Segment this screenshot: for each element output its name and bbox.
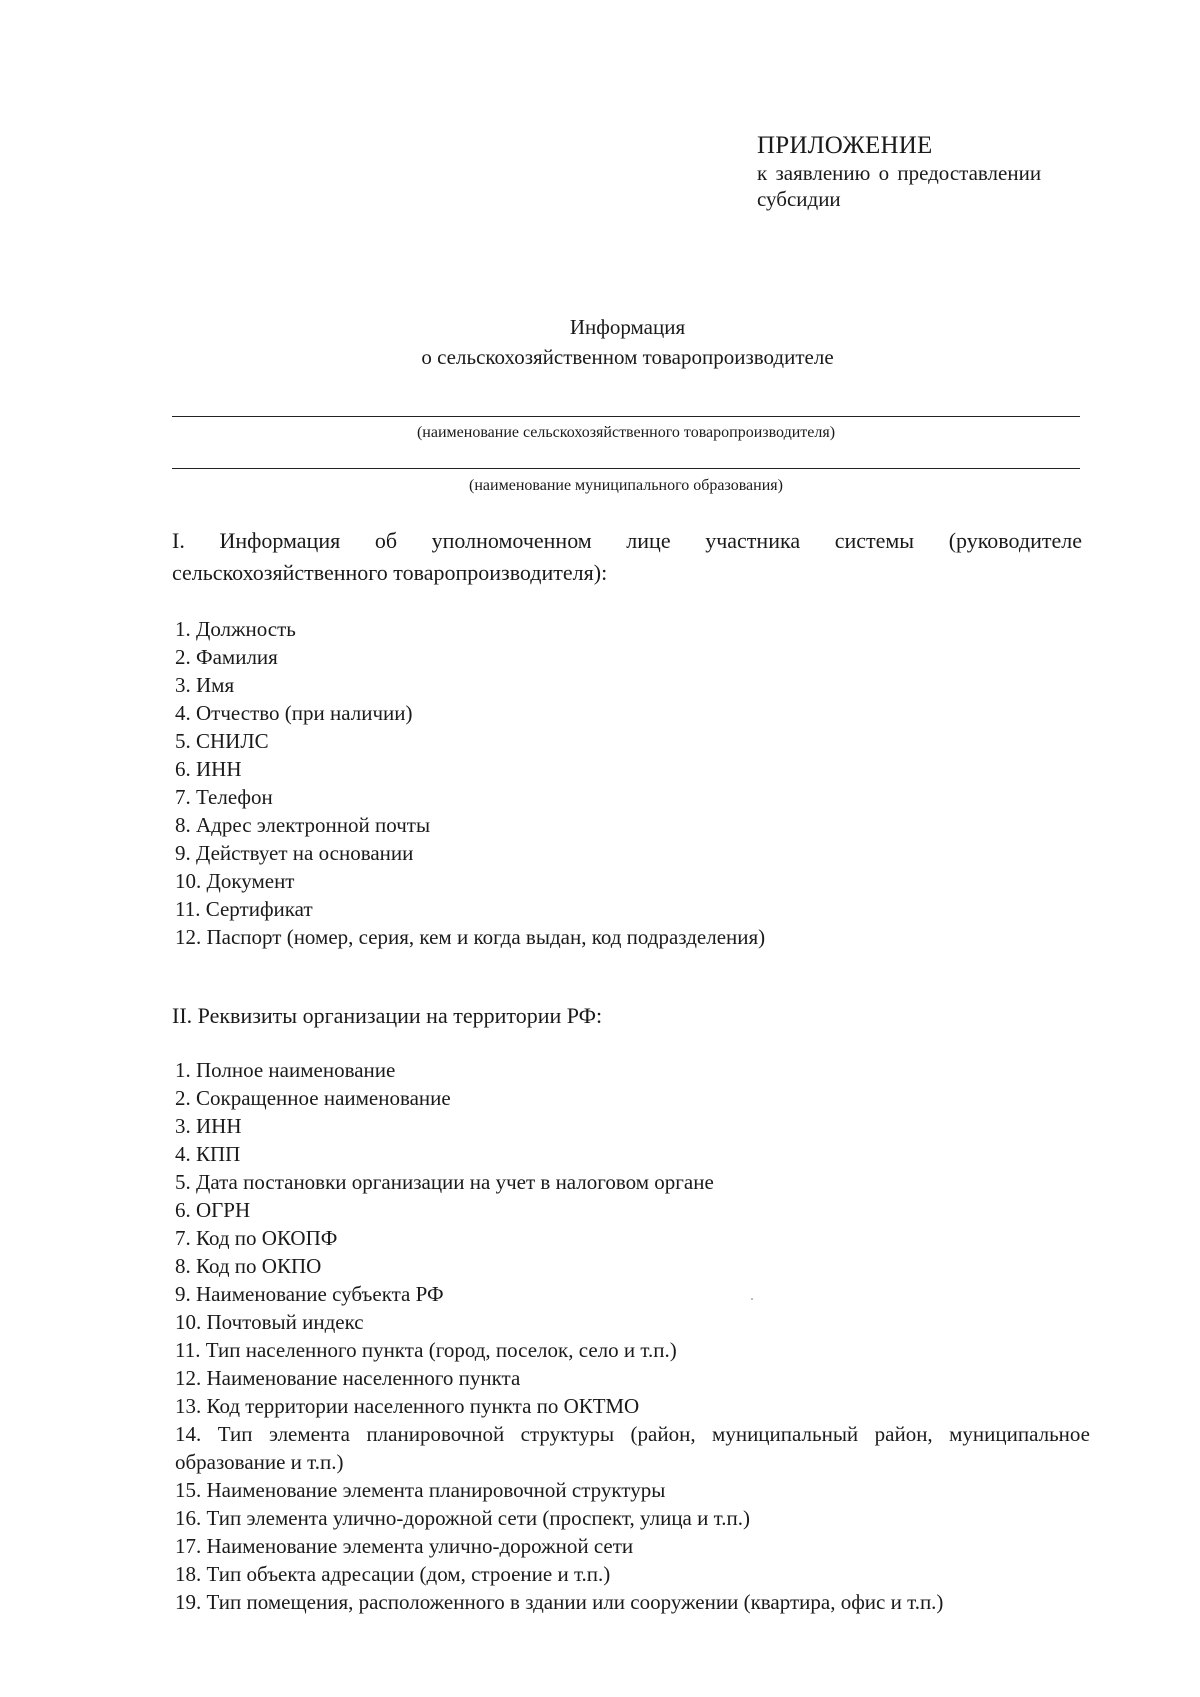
list-item: 8. Код по ОКПО [175, 1254, 322, 1278]
list-item: 4. КПП [175, 1142, 241, 1166]
document-title [0, 312, 1200, 372]
list-item: 11. Сертификат [175, 897, 313, 921]
list-item: 6. ОГРН [175, 1198, 251, 1222]
list-item: 6. ИНН [175, 757, 242, 781]
list-item: 19. Тип помещения, расположенного в здании или сооружении (квартира, офис и т.п.) [175, 1590, 944, 1614]
scan-speck [751, 1298, 753, 1300]
list-item: 9. Действует на основании [175, 841, 414, 865]
section-1-heading: I. Информация об уполномоченном лице участника системы (руководителе сельскохозяйственного товаропроизводителя): [172, 528, 1082, 585]
list-item: 2. Фамилия [175, 645, 278, 669]
list-item: 7. Код по ОКОПФ [175, 1226, 338, 1250]
section-1-list [175, 615, 1090, 951]
annex-block [757, 132, 1117, 212]
document-title-line-1: Информация [569, 315, 686, 339]
list-item: 18. Тип объекта адресации (дом, строение и т.п.) [175, 1562, 611, 1586]
list-item: 7. Телефон [175, 785, 273, 809]
list-item: 9. Наименование субъекта РФ [175, 1282, 444, 1306]
municipality-caption: (наименование муниципального образования) [469, 477, 783, 494]
list-item: 3. ИНН [175, 1114, 242, 1138]
list-item: 8. Адрес электронной почты [175, 813, 431, 837]
list-item: 3. Имя [175, 673, 235, 697]
producer-name-fill-line [172, 416, 1080, 417]
list-item: 14. Тип элемента планировочной структуры (район, муниципальный район, муниципальное образование и т.п.) [175, 1422, 1090, 1474]
producer-name-caption: (наименование сельскохозяйственного товаропроизводителя) [416, 424, 836, 441]
section-2-heading: II. Реквизиты организации на территории РФ: [172, 1003, 603, 1028]
list-item: 10. Документ [175, 869, 295, 893]
list-item: 12. Наименование населенного пункта [175, 1366, 521, 1390]
list-item: 1. Полное наименование [175, 1058, 396, 1082]
list-item: 4. Отчество (при наличии) [175, 701, 413, 725]
section-2-list [175, 1056, 1090, 1616]
annex-title: ПРИЛОЖЕНИЕ [757, 132, 933, 159]
list-item: 10. Почтовый индекс [175, 1310, 364, 1334]
list-item: 5. Дата постановки организации на учет в налоговом органе [175, 1170, 714, 1194]
list-item: 12. Паспорт (номер, серия, кем и когда выдан, код подразделения) [175, 925, 766, 949]
list-item: 1. Должность [175, 617, 296, 641]
list-item: 16. Тип элемента улично-дорожной сети (проспект, улица и т.п.) [175, 1506, 750, 1530]
document-title-line-2: о сельскохозяйственном товаропроизводителе [421, 345, 834, 369]
annex-subtitle-line-2: субсидии [757, 187, 841, 211]
list-item: 5. СНИЛС [175, 729, 269, 753]
list-item: 11. Тип населенного пункта (город, поселок, село и т.п.) [175, 1338, 677, 1362]
list-item: 17. Наименование элемента улично-дорожной сети [175, 1534, 634, 1558]
annex-subtitle-line-1: к заявлению о предоставлении [757, 161, 1042, 185]
municipality-fill-line [172, 468, 1080, 469]
list-item: 2. Сокращенное наименование [175, 1086, 451, 1110]
list-item: 15. Наименование элемента планировочной структуры [175, 1478, 666, 1502]
list-item: 13. Код территории населенного пункта по ОКТМО [175, 1394, 640, 1418]
